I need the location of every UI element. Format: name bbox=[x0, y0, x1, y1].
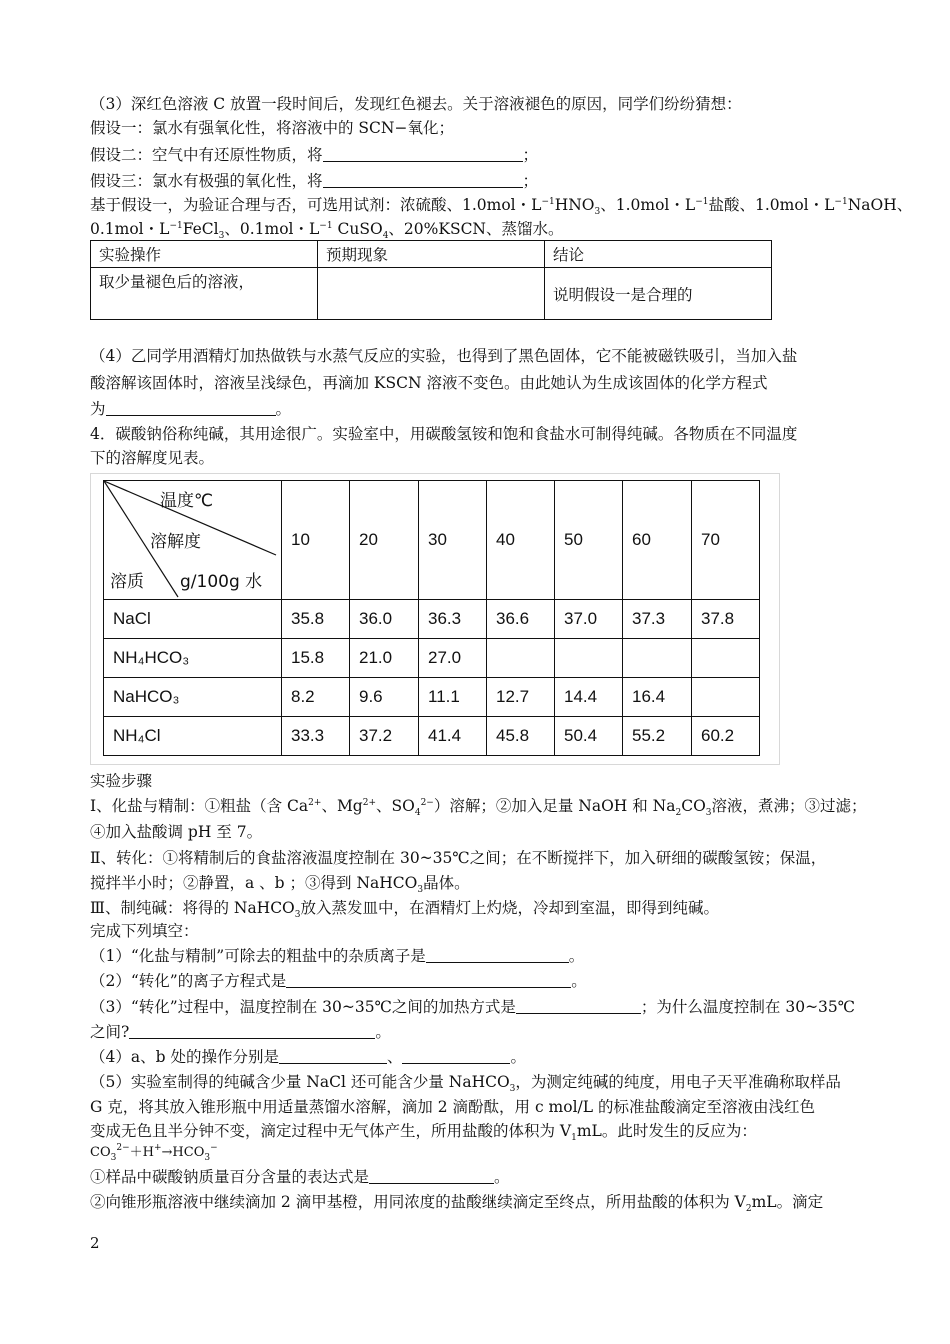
question-5-part2: ②向锥形瓶溶液中继续滴加 2 滴甲基橙，用同浓度的盐酸继续滴定至终点，所用盐酸的体积为 $V_2mL$。滴定 bbox=[90, 1193, 824, 1214]
solubility-value: 16.4 bbox=[623, 678, 692, 717]
temperature-header: 30 bbox=[419, 481, 487, 600]
question-5-line2: G 克，将其放入锥形瓶中用适量蒸馏水溶解，滴加 2 滴酚酞，用 c mol/L 的标准盐酸滴定至溶液由浅红色 bbox=[90, 1098, 815, 1116]
solubility-value: 8.2 bbox=[282, 678, 350, 717]
steps-title: 实验步骤 bbox=[90, 772, 153, 790]
table-cell: 说明假设一是合理的 bbox=[545, 268, 772, 320]
solubility-value: 27.0 bbox=[419, 639, 487, 678]
solubility-value: 45.8 bbox=[487, 717, 555, 756]
question-4: （4）a、b 处的操作分别是 、 。 bbox=[90, 1048, 526, 1066]
question-2: （2）“转化”的离子方程式是 。 bbox=[90, 972, 587, 990]
solubility-value bbox=[623, 639, 692, 678]
answer-blank[interactable] bbox=[286, 972, 571, 988]
temperature-header: 10 bbox=[282, 481, 350, 600]
q4-line1: （4）乙同学用酒精灯加热做铁与水蒸气反应的实验，也得到了黑色固体，它不能被磁铁吸引，当加入盐 bbox=[90, 347, 798, 365]
temperature-header: 20 bbox=[350, 481, 419, 600]
solubility-value: 36.0 bbox=[350, 600, 419, 639]
question-5-line3: 变成无色且半分钟不变，滴定过程中无气体产生，所用盐酸的体积为 $V_1mL$。此时发生的反应为： bbox=[90, 1122, 757, 1143]
hypothesis-3: 假设三：氯水有极强的氧化性，将 ； bbox=[90, 172, 539, 190]
question-5-part1: ①样品中碳酸钠质量百分含量的表达式是 。 bbox=[90, 1168, 510, 1186]
problem4-line2: 下的溶解度见表。 bbox=[90, 449, 215, 467]
table-cell[interactable] bbox=[318, 268, 545, 320]
step3-line: Ⅲ、制纯碱：将得的 NaHCO$_3$放入蒸发皿中，在酒精灯上灼烧，冷却到室温，即得到纯碱。 bbox=[90, 899, 720, 920]
header-solubility: 溶解度 bbox=[150, 532, 201, 552]
solubility-value: 21.0 bbox=[350, 639, 419, 678]
answer-blank[interactable] bbox=[279, 1048, 387, 1064]
solubility-value: 12.7 bbox=[487, 678, 555, 717]
solubility-value: 37.8 bbox=[692, 600, 760, 639]
temperature-header: 70 bbox=[692, 481, 760, 600]
fill-in-title: 完成下列填空： bbox=[90, 922, 199, 940]
solute-name: NaCl bbox=[104, 600, 282, 639]
table-cell: 取少量褪色后的溶液， bbox=[91, 268, 318, 320]
question-1: （1）“化盐与精制”可除去的粗盐中的杂质离子是 。 bbox=[90, 947, 585, 965]
solubility-value: 15.8 bbox=[282, 639, 350, 678]
q4-line3: 为 。 bbox=[90, 400, 292, 418]
answer-blank[interactable] bbox=[402, 1048, 510, 1064]
diagonal-header-cell bbox=[104, 481, 282, 600]
q4-line2: 酸溶解该固体时，溶液呈浅绿色，再滴加 KSCN 溶液不变色。由此她认为生成该固体的化学方程式 bbox=[90, 374, 768, 392]
experiment-table bbox=[90, 240, 772, 320]
solubility-value: 36.6 bbox=[487, 600, 555, 639]
reaction-equation: $CO_3^{2-}+H^+\to HCO_3^-$ bbox=[90, 1143, 218, 1163]
solubility-value bbox=[555, 639, 623, 678]
solute-name: NaHCO₃ bbox=[104, 678, 282, 717]
answer-blank[interactable] bbox=[129, 1023, 375, 1039]
page-number: 2 bbox=[90, 1234, 100, 1252]
solubility-value: 11.1 bbox=[419, 678, 487, 717]
question-3-line1: （3）“转化”过程中，温度控制在 30~35℃之间的加热方式是 ；为什么温度控制在 30~35℃ bbox=[90, 998, 856, 1016]
table-header: 预期现象 bbox=[318, 241, 545, 268]
step1-line2: ④加入盐酸调 pH 至 7。 bbox=[90, 823, 263, 841]
solubility-value bbox=[692, 678, 760, 717]
temperature-header: 60 bbox=[623, 481, 692, 600]
solubility-value: 37.0 bbox=[555, 600, 623, 639]
header-solute: 溶质 bbox=[110, 572, 144, 592]
q3-intro: （3）深红色溶液 C 放置一段时间后，发现红色褪去。关于溶液褪色的原因，同学们纷纷猜想： bbox=[90, 95, 742, 113]
solubility-value: 36.3 bbox=[419, 600, 487, 639]
reagent-list-line2: 0.1mol・$L^{-1}FeCl_3$、0.1mol・$L^{-1}$ CuSO$_4$、20%KSCN、蒸馏水。 bbox=[90, 220, 564, 241]
table-header: 实验操作 bbox=[91, 241, 318, 268]
step2-line1: Ⅱ、转化：①将精制后的食盐溶液温度控制在 30~35℃之间；在不断搅拌下，加入研细的碳酸氢铵；保温， bbox=[90, 849, 827, 867]
solubility-value: 50.4 bbox=[555, 717, 623, 756]
problem4-line1: 4．碳酸钠俗称纯碱，其用途很广。实验室中，用碳酸氢铵和饱和食盐水可制得纯碱。各物质在不同温度 bbox=[90, 425, 798, 443]
hypothesis-2: 假设二：空气中有还原性物质，将 ； bbox=[90, 146, 539, 164]
solubility-value: 37.2 bbox=[350, 717, 419, 756]
step2-line2: 搅拌半小时；②静置，a 、b ；③得到 NaHCO$_3$晶体。 bbox=[90, 874, 470, 895]
hypothesis-1: 假设一：氯水有强氧化性，将溶液中的 SCN−氧化； bbox=[90, 119, 454, 137]
answer-blank[interactable] bbox=[323, 146, 523, 162]
solubility-value bbox=[487, 639, 555, 678]
solubility-value: 33.3 bbox=[282, 717, 350, 756]
answer-blank[interactable] bbox=[369, 1168, 494, 1184]
solute-name: NH₄Cl bbox=[104, 717, 282, 756]
solubility-value: 41.4 bbox=[419, 717, 487, 756]
question-3-line2: 之间? 。 bbox=[90, 1023, 391, 1041]
temperature-header: 50 bbox=[555, 481, 623, 600]
table-header: 结论 bbox=[545, 241, 772, 268]
answer-blank[interactable] bbox=[516, 998, 641, 1014]
answer-blank[interactable] bbox=[323, 172, 523, 188]
solubility-value: 35.8 bbox=[282, 600, 350, 639]
reagent-list-line1: 基于假设一，为验证合理与否，可选用试剂：浓硫酸、1.0mol・$L^{-1}HNO_3$、1.0mol・$L^{-1}$盐酸、1.0mol・$L^{-1}NaOH$、 bbox=[90, 196, 913, 217]
solubility-value: 14.4 bbox=[555, 678, 623, 717]
solubility-value: 60.2 bbox=[692, 717, 760, 756]
answer-blank[interactable] bbox=[426, 947, 569, 963]
step1-line1: Ⅰ、化盐与精制：①粗盐（含 $Ca^{2+}$、$Mg^{2+}$、$SO_4^{2-}$）溶解；②加入足量 NaOH 和 $Na_2CO_3$溶液，煮沸；③过滤； bbox=[90, 797, 867, 818]
header-unit: g/100g 水 bbox=[180, 572, 263, 592]
solute-name: NH₄HCO₃ bbox=[104, 639, 282, 678]
answer-blank[interactable] bbox=[106, 400, 276, 416]
solubility-value: 55.2 bbox=[623, 717, 692, 756]
question-5-line1: （5）实验室制得的纯碱含少量 NaCl 还可能含少量 NaHCO$_3$，为测定纯碱的纯度，用电子天平准确称取样品 bbox=[90, 1073, 841, 1094]
solubility-table bbox=[103, 480, 760, 756]
solubility-value: 37.3 bbox=[623, 600, 692, 639]
solubility-value: 9.6 bbox=[350, 678, 419, 717]
solubility-value bbox=[692, 639, 760, 678]
temperature-header: 40 bbox=[487, 481, 555, 600]
header-temperature: 温度℃ bbox=[160, 491, 214, 511]
